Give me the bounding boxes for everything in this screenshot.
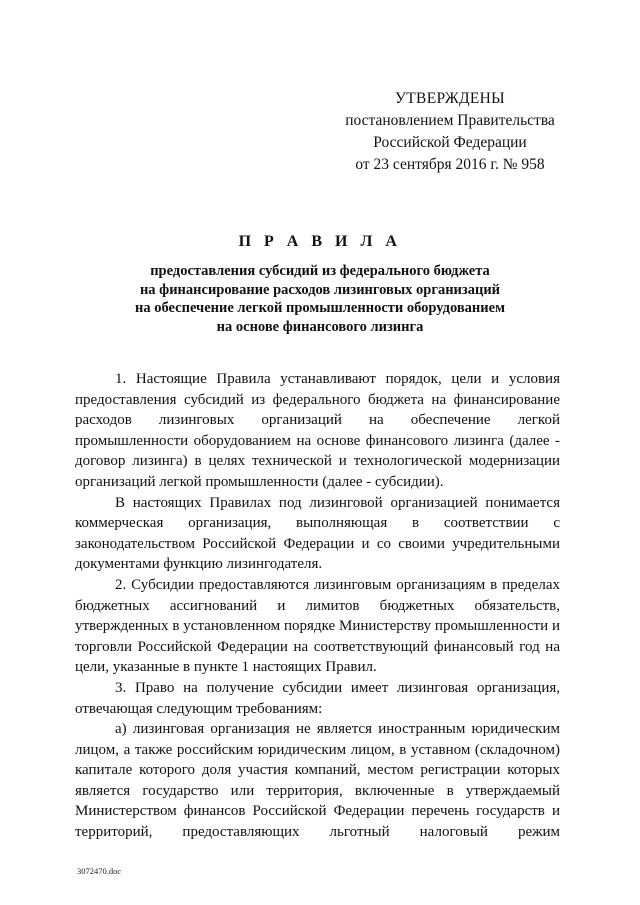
subtitle-line: на основе финансового лизинга [216,318,424,335]
document-title: П Р А В И Л А [238,233,402,250]
document-subtitle [120,262,520,336]
approval-stamp [340,88,560,176]
approval-line-3: от 23 сентября 2016 г. № 958 [355,156,545,173]
subtitle-line: предоставления субсидий из федерального бюджета [150,263,490,279]
subtitle-line: на обеспечение легкой промышленности оборудованием [135,300,505,316]
approval-line-1: постановлением Правительства [345,112,555,129]
paragraph-3: 3. Право на получение субсидии имеет лизинговая организация, отвечающая следующим требованиям: [75,679,560,717]
document-body [75,369,560,843]
paragraph-2: 2. Субсидии предоставляются лизинговым организациям в пределах бюджетных ассигнований и лимитов бюджетных обязательств, утвержденных в установленном порядке Министерству промышленности и торговли Российской Федерации на соответствующий финансовый год на цели, указанные в пункте 1 настоящих Правил. [75,576,560,676]
approval-heading: УТВЕРЖДЕНЫ [395,90,505,107]
paragraph-leasing-definition: В настоящих Правилах под лизинговой организацией понимается коммерческая организация, выполняющая в соответствии с законодательством Российской Федерации и со своими учредительными документами функцию лизингодателя. [75,494,560,573]
file-name-footer: 3072470.doc [77,866,122,876]
subtitle-line: на финансирование расходов лизинговых организаций [139,281,501,298]
approval-line-2: Российской Федерации [373,134,527,151]
paragraph-1: 1. Настоящие Правила устанавливают порядок, цели и условия предоставления субсидий из федерального бюджета на финансирование расходов лизинговых организаций на обеспечение легкой промышленности оборудованием на основе финансового лизинга (далее - договор лизинга) в целях технической и технологической модернизации организаций легкой промышленности (далее - субсидии). [75,371,560,490]
paragraph-3a: а) лизинговая организация не является иностранным юридическим лицом, а также российским юридическим лицом, в уставном (складочном) капитале которого доля участия компаний, местом регистрации которых является государство или территория, включенные в утверждаемый Министерством финансов Российской Федерации перечень государств и территорий, предоставляющих льготный налоговый режим [75,721,560,841]
